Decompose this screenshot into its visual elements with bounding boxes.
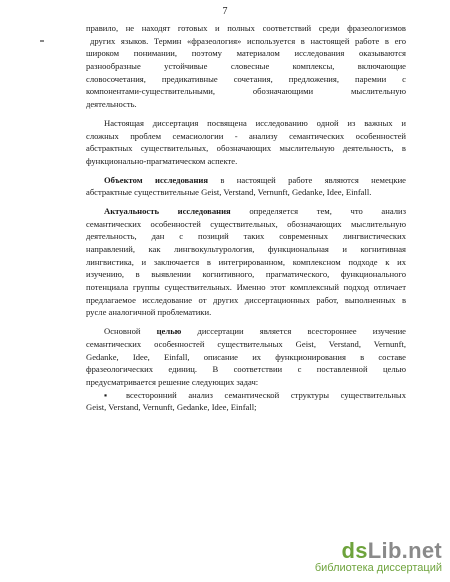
text-line: потенциала группы существительных. Именно этот комплексный подход отличает: [86, 282, 406, 293]
paragraph-relevance: [86, 205, 406, 319]
watermark-title: dsLib.net: [341, 538, 442, 563]
paragraph-object: [86, 174, 406, 199]
text-line: абстрактные существительные Geist, Verstand, Vernunft, Gedanke, Idee, Einfall.: [86, 187, 372, 198]
text-line: Настоящая диссертация посвящена исследованию одной из важных и: [104, 117, 406, 128]
text-line: направлений, как лингвокультурология, функциональная и когнитивная: [86, 244, 406, 254]
text-line: деятельность, дан с позиций таких современных лингвистических: [86, 231, 406, 242]
text-line: русле аналогичной проблематики.: [86, 307, 212, 318]
watermark-subtitle: библиотека диссертаций: [314, 562, 442, 574]
text-line: предлагаемое исследование от других диссертационных работ, выполненных в: [86, 294, 406, 305]
bullet-line: [86, 389, 406, 402]
text-line: [86, 205, 406, 218]
watermark-logo: [315, 538, 442, 574]
text-line: предусматривается решение следующих задач:: [86, 376, 259, 387]
text-line: словосочетания, предикативные сочетания, предложения, паремии с: [86, 73, 406, 84]
text-line: Geist, Verstand, Vernunft, Gedanke, Idee, Einfall;: [86, 402, 257, 413]
text-line: Gedanke, Idee, Einfall, описание их функционирования в составе: [86, 351, 406, 362]
text-line: разнообразные устойчивые словесные комплексы, включающие: [86, 61, 406, 72]
document-body: [86, 22, 406, 414]
text-fragment: в настоящей работе являются немецкие: [208, 174, 406, 185]
text-line: деятельность.: [86, 99, 137, 110]
text-line: изучению, в выявлении когнитивного, прагматического, функционального: [86, 269, 406, 280]
text-line: функционально-прагматическом аспекте.: [86, 155, 238, 166]
text-line: всесторонний анализ семантической структуры существительных: [126, 389, 406, 400]
term-relevance: Актуальность исследования: [104, 205, 231, 216]
text-line: сложных проблем семасиологии - анализу семантических особенностей: [86, 130, 406, 141]
text-fragment: Основной: [104, 326, 157, 337]
text-line: компонентами-существительными, обозначающими мыслительную: [86, 86, 406, 97]
text-line: широком понимании, поэтому материалом исследования оказываются: [86, 48, 406, 59]
paragraph-2: [86, 117, 406, 168]
term-object: Объектом исследования: [104, 174, 209, 185]
text-line: [86, 174, 406, 187]
margin-mark: [40, 40, 44, 42]
bullet-item: [86, 389, 406, 414]
term-goal: целью: [156, 326, 182, 337]
text-line: фразеологических единиц. В соответствии с поставленной целью: [86, 364, 406, 375]
page-number: 7: [222, 6, 228, 17]
text-fragment: определяется тем, что анализ: [230, 205, 406, 216]
text-line: абстрактных существительных, обозначающих мыслительную деятельность, в: [86, 143, 406, 154]
text-line: [86, 325, 406, 338]
text-line: семантических особенностей существительных Geist, Verstand, Vernunft,: [86, 338, 406, 349]
paragraph-1: [86, 22, 406, 111]
text-line: лингвистика, и заключается в интегрированном, комплексном подходе к их: [86, 256, 406, 267]
text-line: других языков. Термин «фразеология» используется в настоящей работе в его: [90, 35, 406, 46]
bullet-icon: ▪: [104, 389, 108, 400]
paragraph-goal: [86, 325, 406, 388]
text-fragment: диссертации является всестороннее изучение: [181, 326, 406, 337]
text-line: семантических особенностей существительных, обозначающих мыслительную: [86, 218, 406, 229]
text-line: правило, не находят готовых и полных соответствий среди фразеологизмов: [86, 23, 406, 33]
